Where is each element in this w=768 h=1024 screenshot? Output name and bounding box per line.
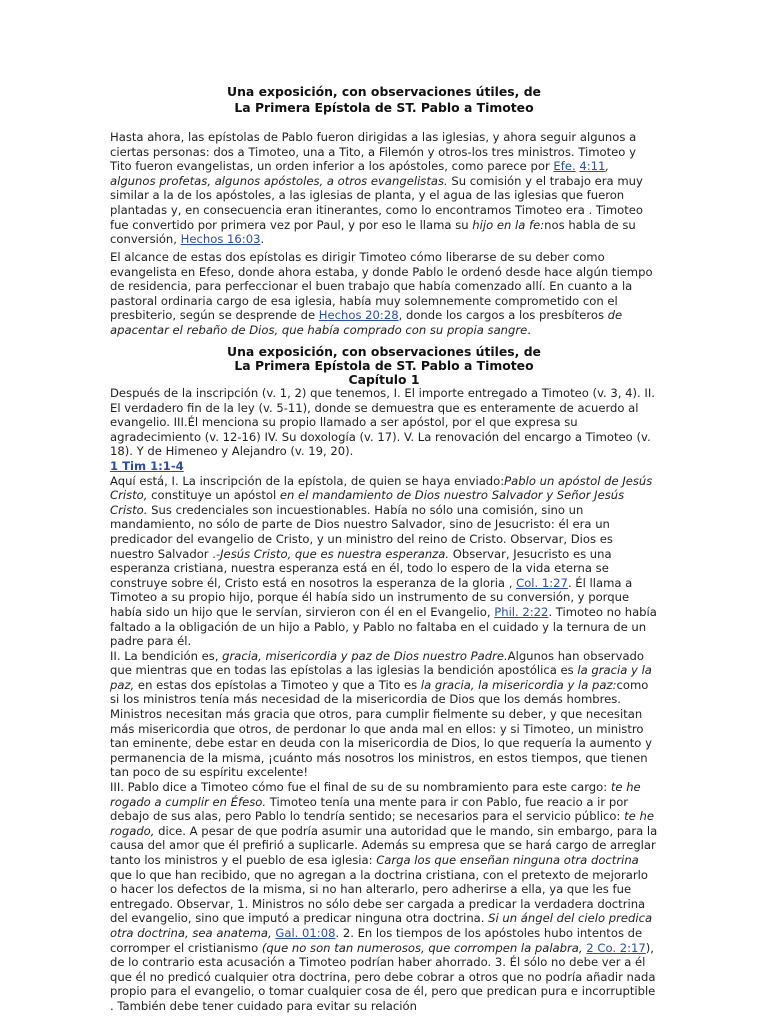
- section-title-line1: Una exposición, con observaciones útiles, de: [227, 344, 541, 359]
- ref-link-4-11[interactable]: 4:11: [579, 159, 606, 174]
- text: Su comisión y el trabajo era muy similar a la de los apóstoles, a las iglesias de planta, y el agua de las iglesias que fueron plantadas y, en consecuencia eran itinerantes, como lo encontramos Timoteo era . Timoteo fue convertido por primera vez por Paul, y por eso le llama su: [110, 173, 643, 232]
- text: como si los ministros tenía más necesidad de la misericordia de Dios que los demás hombres. Ministros necesitan más gracia que otros, para cumplir fielmente su deber, y que necesitan más misericordia que otros, de perdonar lo que anda mal en ellos: y si Timoteo, un ministro tan eminente, debe estar en deuda con la misericordia de Dios, lo que requería la aumento y permanencia de la misma, ¡cuánto más nosotros los ministros, en estos tiempos, que tienen tan poco de su espíritu excelente!: [110, 677, 652, 780]
- quote: hijo en la fe:: [472, 217, 545, 232]
- document-title-line2: La Primera Epístola de ST. Pablo a Timoteo: [234, 100, 534, 115]
- ref-link-2-co-2-17[interactable]: 2 Co. 2:17: [586, 940, 646, 955]
- text: Sus credenciales son incuestionables. Había no sólo una comisión, sino un mandamiento, no sólo de parte de Dios nuestro Salvador, sino de Jesucristo: él era un predicador del evangelio de Cristo, y un ministro del reino de Cristo. Observar, Dios es nuestro Salvador .: [110, 502, 613, 561]
- quote: la gracia y la paz,: [110, 663, 652, 692]
- chapter-heading: Capítulo 1: [348, 372, 420, 387]
- intro-paragraph-2: [110, 250, 658, 338]
- quote: de apacentar el rebaño de Dios, que había comprado con su propia sangre: [110, 308, 623, 337]
- text: Algunos han observado que mientras que en todas las epístolas a las iglesias la bendición apostólica es: [110, 648, 644, 678]
- ref-link-gal-01-08[interactable]: Gal. 01:08: [275, 925, 336, 940]
- document-title-line1: Una exposición, con observaciones útiles, de: [227, 84, 541, 99]
- text: en estas dos epístolas a Timoteo y que a Tito es: [134, 677, 421, 692]
- quote: Si un ángel del cielo predica otra doctrina, sea anatema,: [110, 911, 653, 940]
- text: que lo que han recibido, que no agregan a la doctrina cristiana, con el pretexto de mejorarlo o hacer los defectos de la misma, si no han alterarlo, pero adherirse a ella, ya que les fue entregado. Observar, 1. Ministros no sólo debe ser cargada a predicar la verdadera doctrina del evangelio, sino que imputó a predicar ninguna otra doctrina.: [110, 867, 648, 926]
- text: Aquí está, I. La inscripción de la epístola, de quien se haya enviado:: [110, 473, 505, 488]
- chapter-body: [110, 386, 658, 1014]
- quote: (que no son tan numerosos, que corrompen la palabra,: [261, 940, 583, 955]
- body-paragraph-1: [110, 474, 658, 649]
- text: Observar, Jesucristo es una esperanza cristiana, nuestra esperanza está en él, todo lo espero de la vida eterna se construye sobre él, Cristo está en nosotros la esperanza de la gloria ,: [110, 546, 612, 590]
- text: constituye un apóstol: [147, 488, 280, 503]
- ref-link-phil-2-22[interactable]: Phil. 2:22: [494, 604, 549, 619]
- quote: en el mandamiento de Dios nuestro Salvador y Señor Jesús Cristo.: [110, 488, 625, 517]
- text: ), de lo contrario esta acusación a Timoteo podrían haber ahorrado. 3. Él sólo no debe ver a él que él no predicó cualquier otra doctrina, pero debe cobrar a otros que no podría añadir nada propio para el evangelio, o tomar cualquier cosa de él, pero que predican pura e incorruptible . También debe tener cuidado para evitar su relación: [110, 940, 656, 1013]
- quote: -Jesús Cristo, que es nuestra esperanza.: [215, 546, 450, 561]
- body-paragraph-2: [110, 649, 658, 780]
- ref-link-hechos-20-28[interactable]: Hechos 20:28: [318, 308, 399, 323]
- quote: te he rogado,: [110, 809, 654, 838]
- quote: te he rogado a cumplir en Éfeso.: [110, 780, 641, 809]
- quote: la gracia, la misericordia y la paz:: [420, 677, 617, 692]
- text: III. Pablo dice a Timoteo cómo fue el final de su de su nombramiento para este cargo:: [110, 780, 611, 795]
- ref-heading-1-tim-1-1-4[interactable]: 1 Tim 1:1-4: [110, 458, 184, 473]
- text: II. La bendición es,: [110, 648, 223, 663]
- chapter-summary: Después de la inscripción (v. 1, 2) que tenemos, I. El importe entregado a Timoteo (v. 3, 4). II. El verdadero fin de la ley (v. 5-11), donde se demuestra que es enteramente de acuerdo al evangelio. III.Él menciona su propio llamado a ser apóstol, por el que expresa su agradecimiento (v. 12-16) IV. Su doxología (v. 17). V. La renovación del encargo a Timoteo (v. 18). Y de Himeneo y Alejandro (v. 19, 20).: [110, 386, 655, 459]
- quote: Pablo un apóstol de Jesús Cristo,: [110, 473, 653, 503]
- quote: Carga los que enseñan ninguna otra doctrina: [376, 853, 639, 867]
- intro-paragraph-1: [110, 130, 658, 247]
- ref-link-col-1-27[interactable]: Col. 1:27: [516, 575, 568, 590]
- ref-link-hechos-16-03[interactable]: Hechos 16:03: [180, 232, 261, 247]
- quote: , algunos profetas, algunos apóstoles, a otros evangelistas.: [110, 159, 610, 188]
- text: dice. A pesar de que podría asumir una autoridad que le mando, sin embargo, para la causa del amor que él prefirió a suplicarle. Además su empresa que se hará cargo de arreglar tanto los ministros y el pueblo de esa iglesia:: [110, 823, 658, 867]
- body-paragraph-3: [110, 780, 658, 1014]
- section-title-line2: La Primera Epístola de ST. Pablo a Timoteo: [234, 358, 534, 373]
- text: , donde los cargos a los presbíteros: [398, 308, 608, 323]
- text: nos habla de su conversión,: [110, 217, 636, 247]
- text: .: [527, 322, 531, 337]
- text: Hasta ahora, las epístolas de Pablo fueron dirigidas a las iglesias, y ahora seguir algunos a ciertas personas: dos a Timoteo, una a Tito, a Filemón y otros-los tres ministros. Timoteo y Tito fueron evangelistas, un orden inferior a los apóstoles, como parece por: [110, 130, 637, 174]
- ref-link-efe[interactable]: Efe.: [553, 159, 576, 174]
- text: . Él llama a Timoteo a su propio hijo, porque él había sido un instrumento de su conversión, y porque había sido un hijo que le servían, sirvieron con él en el Evangelio,: [110, 575, 633, 619]
- text: Timoteo tenía una mente para ir con Pablo, fue reacio a ir por debajo de sus alas, pero Pablo lo tendría sentido; se necesarios para el servicio público:: [110, 794, 629, 824]
- text: .: [260, 232, 265, 247]
- text: . Timoteo no había faltado a la obligación de un hijo a Pablo, y Pablo no faltaba en el cuidado y la ternura de un padre para él.: [110, 604, 657, 649]
- quote: gracia, misericordia y paz de Dios nuestro Padre.: [222, 648, 508, 663]
- text: El alcance de estas dos epístolas es dirigir Timoteo cómo liberarse de su deber como evangelista en Efeso, donde ahora estaba, y donde Pablo le ordenó desde hace algún tiempo de residencia, para perfeccionar el buen trabajo que había comenzado allí. En cuanto a la pastoral ordinaria cargo de esa iglesia, había muy solemnemente comprometido con el presbiterio, según se desprende de: [110, 250, 653, 323]
- text: . 2. En los tiempos de los apóstoles hubo intentos de corromper el cristianismo: [110, 925, 643, 955]
